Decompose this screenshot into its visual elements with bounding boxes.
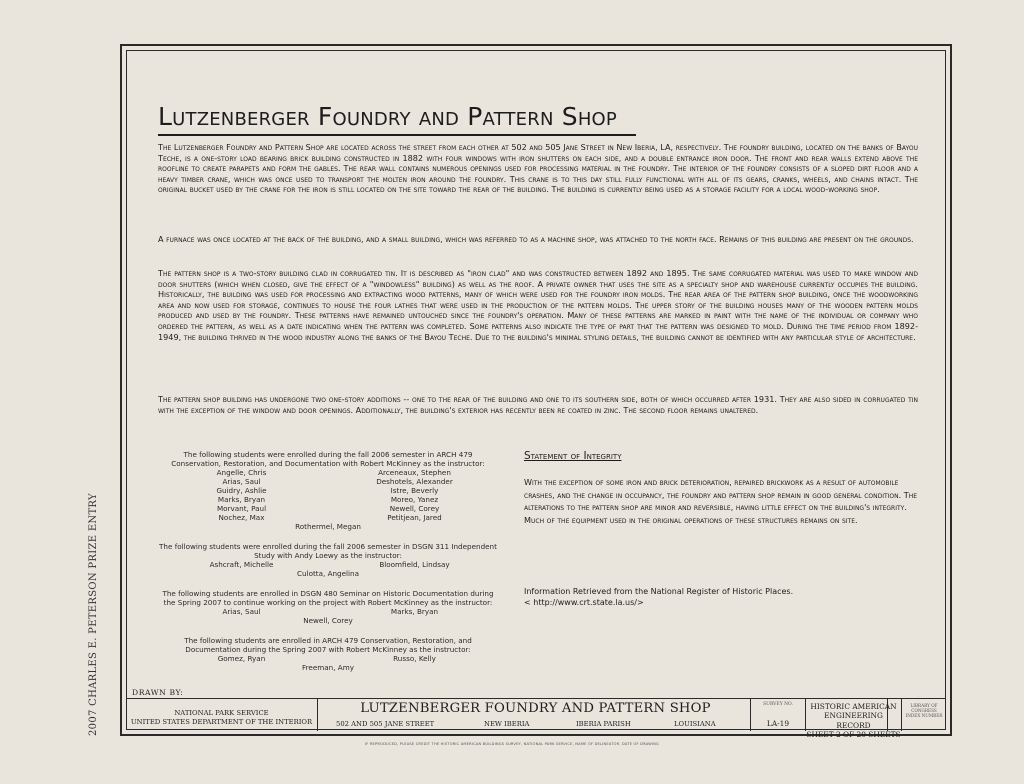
student-name: Freeman, Amy (302, 663, 354, 672)
student-name: Nochez, Max (218, 513, 265, 522)
student-name: Marks, Bryan (217, 495, 266, 504)
student-name-list (158, 607, 498, 625)
project-address: 502 AND 505 JANE STREET (336, 720, 435, 728)
source-info (524, 586, 904, 608)
project-city: NEW IBERIA (484, 720, 530, 728)
survey-label: SURVEY NO. (763, 702, 793, 707)
student-name: Istre, Beverly (390, 486, 439, 495)
index-label: INDEX NUMBER (905, 713, 943, 718)
student-name: Ashcraft, Michelle (209, 560, 274, 569)
title-block (126, 698, 946, 740)
student-name: Deshotels, Alexander (376, 477, 453, 486)
student-name: Arias, Saul (222, 607, 261, 616)
student-name: Moreo, Yanez (390, 495, 439, 504)
source-info-text: Information Retrieved from the National Register of Historic Places. (524, 587, 794, 596)
reproduction-credit-note: IF REPRODUCED, PLEASE CREDIT THE HISTORIC AMERICAN BUILDINGS SURVEY, NATIONAL PARK SERVICE, NAME OF DELINEATOR, DATE OF DRAWING (364, 742, 660, 746)
student-name: Bloomfield, Lindsay (379, 560, 450, 569)
survey-cell (750, 699, 806, 731)
sheet-count: SHEET 2 OF 20 SHEETS (806, 730, 901, 740)
student-name: Rothermel, Megan (295, 522, 361, 531)
student-name: Arias, Saul (222, 477, 261, 486)
project-name: LUTZENBERGER FOUNDRY AND PATTERN SHOP (360, 701, 711, 716)
agency-cell (126, 699, 318, 731)
student-name: Russo, Kelly (393, 654, 436, 663)
student-block-2 (158, 542, 498, 578)
student-name-list (158, 468, 498, 531)
source-url: < http://www.crt.state.la.us/> (524, 598, 644, 607)
student-name-list (158, 560, 498, 578)
student-name: Gomez, Ryan (217, 654, 266, 663)
integrity-text: With the exception of some iron and brick deterioration, repaired brickwork as a result of automobile crashes, and the change in occupancy, the foundry and pattern shop remain in good general condition. The alterations to the pattern shop are minor and reversible, having little effect on the building's integrity. Much of the equipment used in the original operations of these structures remains on site. (524, 477, 918, 525)
student-name: Angelle, Chris (216, 468, 267, 477)
paragraph-furnace: A furnace was once located at the back of the building, and a small building, which was referred to as a machine shop, was attached to the north face. Remains of this building are present on the grounds. (158, 234, 914, 244)
drawn-by-label: DRAWN BY: (132, 688, 184, 697)
library-label: LIBRARY OF CONGRESS (910, 703, 938, 713)
record-cell (806, 699, 902, 740)
student-name: Newell, Corey (389, 504, 440, 513)
student-name: Marks, Bryan (390, 607, 439, 616)
student-name: Morvant, Paul (216, 504, 267, 513)
record-name-1: HISTORIC AMERICAN (810, 702, 897, 711)
paragraph-foundry: The Lutzenberger Foundry and Pattern Shop are located across the street from each other at 502 and 505 Jane Street in New Iberia, LA, respectively. The foundry building, located on the banks of Bayou Teche, is a one-story load bearing brick building constructed in 1882 with four windows with iron shutters on each side, and a double entrance iron door. The front and rear walls extend above the roofline to create parapets and form the gables. The rear wall contains numerous openings used for processing material in the foundry. The interior of the foundry consists of a sloped dirt floor and a heavy timber crane, which was once used to transport the molten iron around the foundry. This crane is to this day still fully functional with all of its gears, cranks, wheels, and chains intact. The original bucket used by the crane for the iron is still located on the site toward the rear of the building. The building is currently being used as a storage facility for a local wood-working shop. (158, 142, 918, 195)
department-name: UNITED STATES DEPARTMENT OF THE INTERIOR (130, 718, 313, 726)
student-block-1 (158, 450, 498, 531)
index-cell (902, 699, 946, 731)
student-block-3 (158, 589, 498, 625)
title-underline (158, 134, 636, 136)
integrity-heading: Statement of Integrity (524, 450, 622, 462)
student-block-intro: The following students are enrolled in ARCH 479 Conservation, Restoration, and Documentation during the Spring 2007 with Robert McKinney as the instructor: (184, 636, 472, 654)
student-block-intro: The following students were enrolled during the fall 2006 semester in ARCH 479 Conservation, Restoration, and Documentation with Robert McKinney as the instructor: (171, 450, 485, 468)
project-state: LOUISIANA (674, 720, 716, 728)
student-name: Petitjean, Jared (387, 513, 442, 522)
student-name-list (158, 654, 498, 672)
prize-entry-label: 2007 CHARLES E. PETERSON PRIZE ENTRY (88, 493, 99, 736)
student-block-intro: The following students were enrolled during the fall 2006 semester in DSGN 311 Independent Study with Andy Loewy as the instructor: (159, 542, 497, 560)
survey-number: LA-19 (766, 719, 790, 728)
project-parish: IBERIA PARISH (576, 720, 631, 728)
student-name: Arceneaux, Stephen (378, 468, 451, 477)
paragraph-additions: The pattern shop building has undergone two one-story additions -- one to the rear of the building and one to its southern side, both of which occurred after 1931. They are also sided in corrugated tin with the exception of the window and door openings. Additionally, the building's exterior has recently been re coated in zinc. The second floor remains unaltered. (158, 394, 918, 415)
student-name: Guidry, Ashlie (216, 486, 267, 495)
student-name: Culotta, Angelina (297, 569, 359, 578)
page-title: Lutzenberger Foundry and Pattern Shop (158, 102, 617, 131)
student-credits (158, 450, 498, 683)
paragraph-pattern-shop: The pattern shop is a two-story building clad in corrugated tin. It is described as "iron clad" and was constructed between 1892 and 1895. The same corrugated material was used to make window and door shutters (which when closed, give the effect of a "windowless" building) as well as the roof. A private owner that uses the site as a specialty shop and warehouse currently occupies the building. Historically, the building was used for processing and extracting wood patterns, many of which were used for the foundry iron molds. The rear area of the pattern shop building, once the woodworking area and now used for storage, continues to house the four lathes that were used in the production of the pattern molds. The upper story of the building houses many of the wooden pattern molds produced and used by the foundry. These patterns have remained untouched since the foundry's operation. Many of these patterns are marked in paint with the name of the individual or company who ordered the pattern, as well as a date indicating when the pattern was completed. Some patterns also indicate the type of part that the pattern was designed to mold. During the time period from 1892-1949, the building thrived in the wood industry along the banks of the Bayou Teche. Due to the building's minimal styling details, the building cannot be identified with any particular style of architecture. (158, 268, 918, 342)
agency-name: NATIONAL PARK SERVICE (174, 709, 269, 717)
record-name-2: ENGINEERING RECORD (824, 711, 883, 730)
student-block-intro: The following students are enrolled in DSGN 480 Seminar on Historic Documentation during the Spring 2007 to continue working on the project with Robert McKinney as the instructor: (162, 589, 494, 607)
student-block-4 (158, 636, 498, 672)
student-name: Newell, Corey (303, 616, 353, 625)
